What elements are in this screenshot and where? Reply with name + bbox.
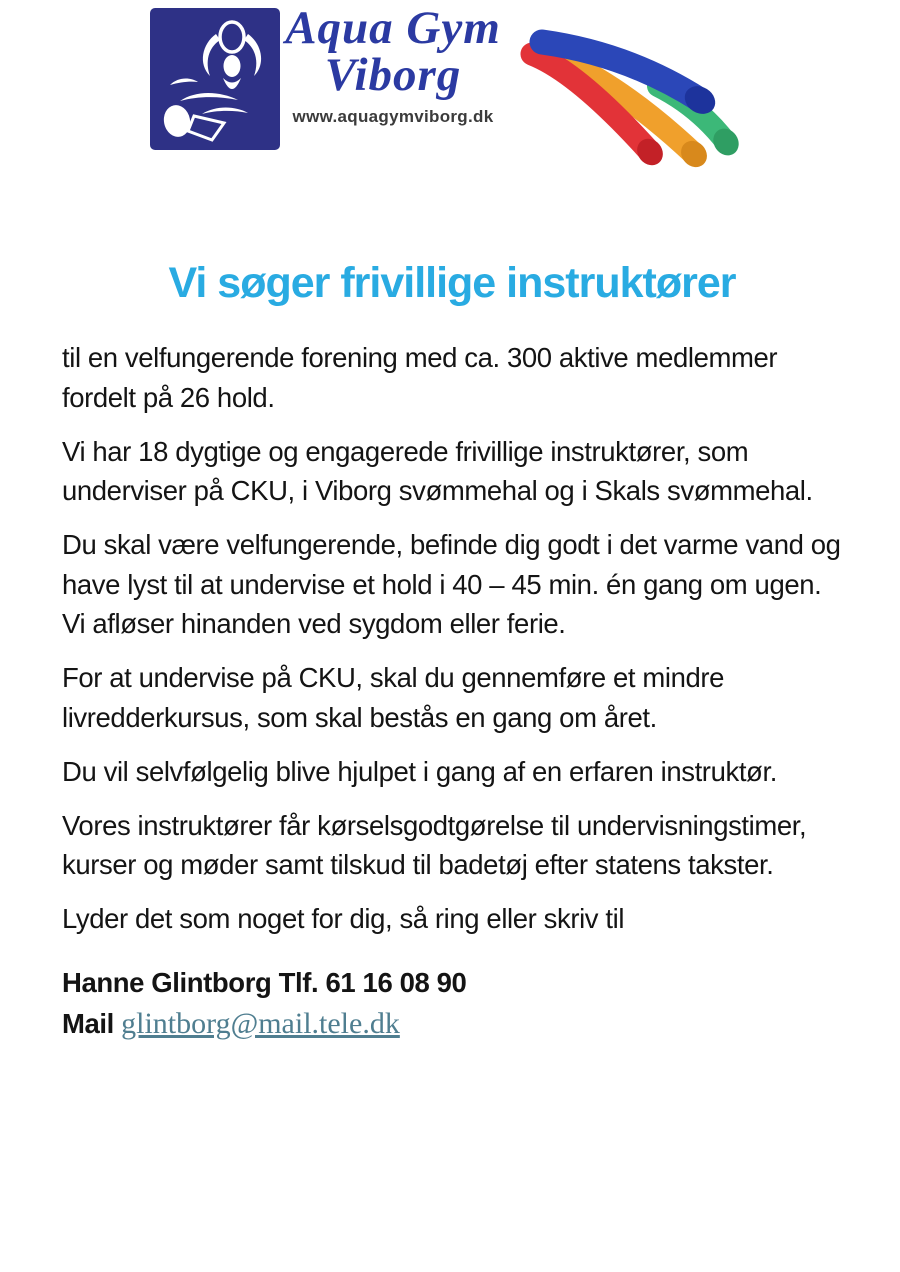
aqua-gym-logo-icon xyxy=(150,8,280,150)
pool-noodles-icon xyxy=(518,14,793,172)
page-title: Vi søger frivillige instruktører xyxy=(168,259,736,307)
brand-name-line1: Aqua Gym xyxy=(285,2,501,54)
paragraph-instructors: Vi har 18 dygtige og engagerede frivillige instruktører, som underviser på CKU, i Viborg svømmehal og i Skals svømmehal. xyxy=(62,435,813,506)
paragraph-call-to-action: Lyder det som noget for dig, så ring eller skriv til xyxy=(62,903,625,934)
pool-noodles-image xyxy=(518,14,793,177)
brand-name-line2: Viborg xyxy=(324,49,462,101)
website-url: www.aquagymviborg.dk xyxy=(292,107,494,126)
paragraph-help: Du vil selvfølgelig blive hjulpet i gang af en erfaren instruktør. xyxy=(62,755,777,787)
mail-label: Mail xyxy=(62,1007,122,1039)
contact-block xyxy=(62,963,842,1045)
logo-wordmark xyxy=(268,2,518,127)
paragraph-requirements: Du skal være velfungerende, befinde dig godt i det varme vand og have lyst til at undervise et hold i 40 – 45 min. én gang om ugen. Vi afløser hinanden ved sygdom eller ferie. xyxy=(62,529,841,639)
contact-name-phone: Hanne Glintborg Tlf. 61 16 08 90 xyxy=(62,966,467,998)
swimmer-logo-icon xyxy=(150,8,280,150)
document-body xyxy=(0,258,900,1045)
email-link[interactable]: glintborg@mail.tele.dk xyxy=(121,1006,400,1040)
contact-mail-line xyxy=(62,1003,842,1045)
paragraph-lifesaver-course: For at undervise på CKU, skal du gennemføre et mindre livredderkursus, som skal bestås en gang om året. xyxy=(62,662,725,733)
header xyxy=(0,0,900,172)
paragraph-intro: til en velfungerende forening med ca. 300 aktive medlemmer fordelt på 26 hold. xyxy=(62,342,778,413)
paragraph-compensation: Vores instruktører får kørselsgodtgørelse til undervisningstimer, kurser og møder samt tilskud til badetøj efter statens takster. xyxy=(62,809,807,880)
